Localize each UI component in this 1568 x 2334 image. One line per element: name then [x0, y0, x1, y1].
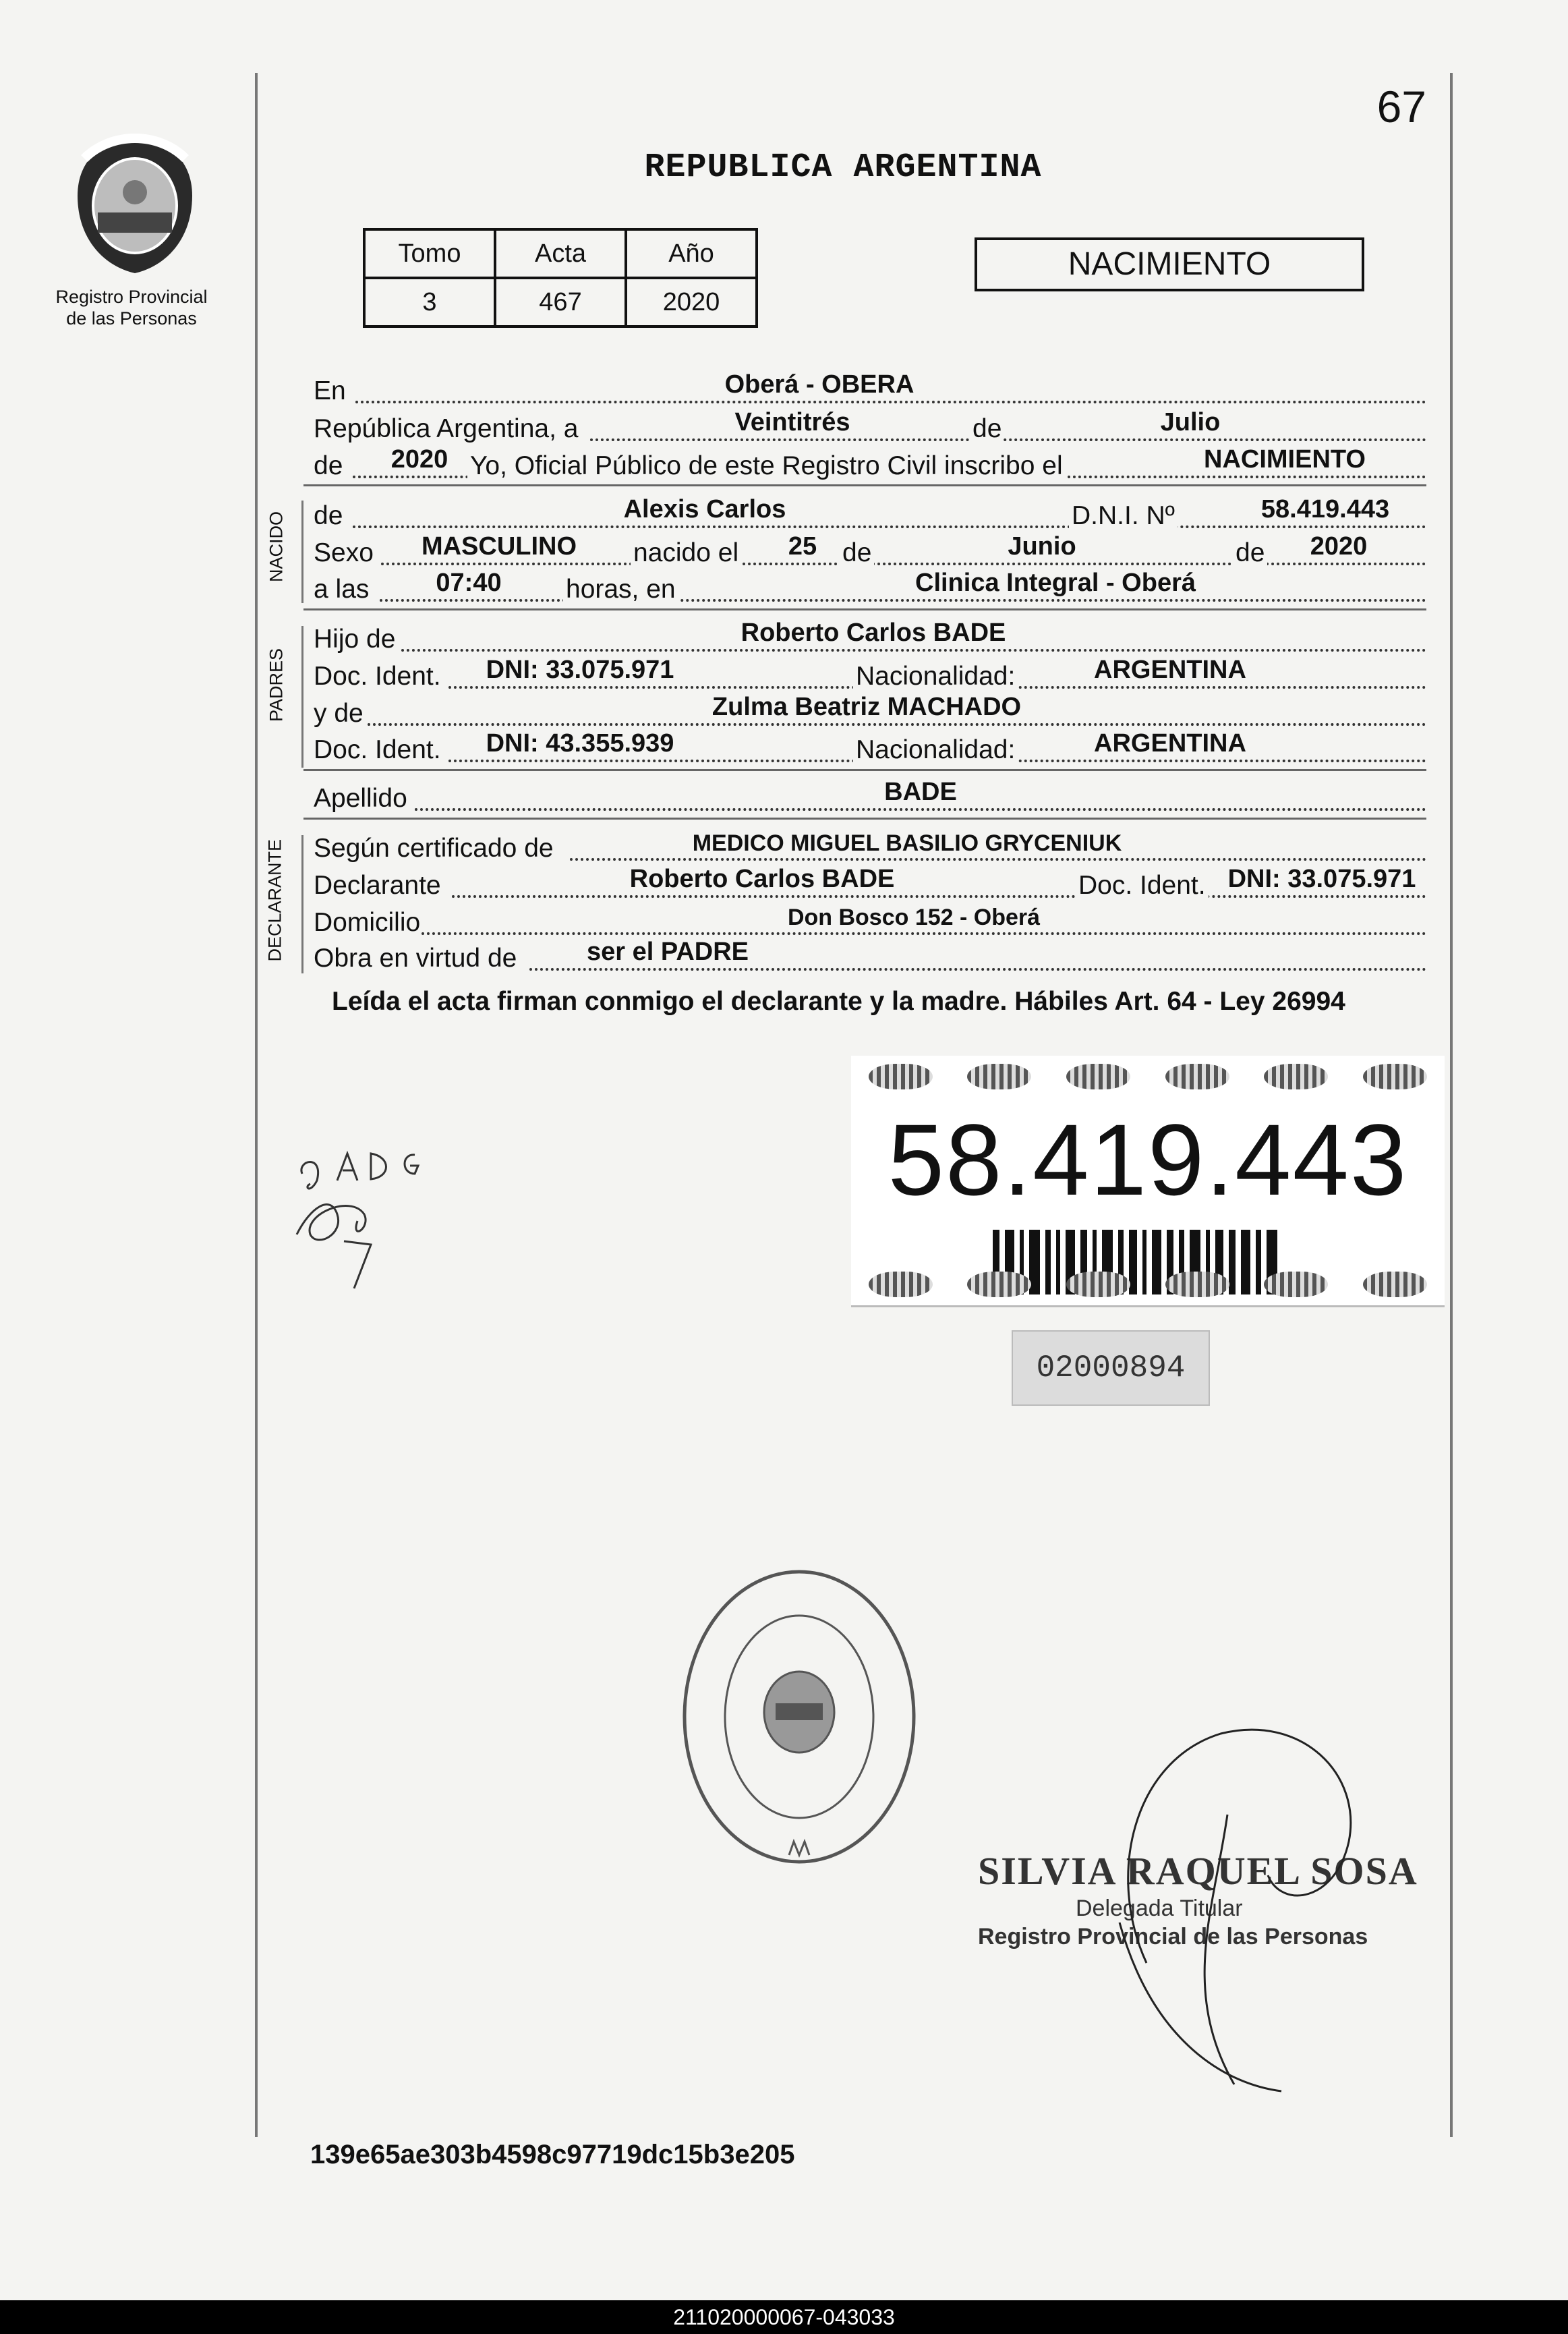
row-place [314, 372, 1426, 410]
row-obra [314, 940, 1426, 977]
father-name-value: Roberto Carlos BADE [741, 619, 1006, 647]
birth-month-value: Junio [1008, 532, 1076, 561]
acta-header: Acta [495, 229, 626, 278]
tomo-value: 3 [364, 278, 495, 326]
nacido-bracket [301, 501, 303, 603]
de-label: de [972, 414, 1002, 443]
birth-day-value: 25 [788, 532, 817, 561]
declarante-bracket [301, 835, 303, 973]
dotted-line [381, 563, 1426, 565]
row-date [314, 410, 1426, 448]
official-seal [671, 1558, 927, 1879]
sexo-label: Sexo [314, 538, 374, 567]
sticker-pattern-bottom [851, 1272, 1445, 1301]
record-table [363, 228, 758, 328]
year-value: 2020 [390, 445, 448, 474]
row-address [314, 904, 1426, 942]
dotted-line [401, 649, 1426, 652]
doc-ident-label-3: Doc. Ident. [1076, 871, 1209, 901]
obra-label: Obra en virtud de [314, 944, 517, 973]
record-table-header-row [364, 229, 757, 278]
row-mother [314, 695, 1426, 733]
mother-name-value: Zulma Beatriz MACHADO [712, 693, 1022, 721]
domicilio-label: Domicilio [314, 908, 421, 937]
dotted-line [355, 401, 1426, 403]
act-kind-value: NACIMIENTO [1204, 445, 1366, 474]
document-hash: 139e65ae303b4598c97719dc15b3e205 [310, 2140, 795, 2169]
dotted-line [380, 599, 1426, 602]
official-signature [1079, 1707, 1376, 2101]
obra-value: ser el PADRE [586, 938, 749, 966]
child-dni-value: 58.419.443 [1260, 495, 1390, 523]
padres-section-label: PADRES [266, 648, 287, 722]
official-name: SILVIA RAQUEL SOSA [978, 1849, 1418, 1893]
declarante-doc-value: DNI: 33.075.971 [1227, 865, 1416, 893]
dotted-line [353, 525, 1426, 528]
day-value: Veintitrés [734, 408, 850, 436]
dotted-line [529, 968, 1426, 971]
de-label-name: de [314, 501, 343, 530]
declarante-label: Declarante [314, 871, 441, 900]
row-oficial [314, 447, 1426, 485]
dotted-line [415, 808, 1426, 811]
sexo-value: MASCULINO [421, 532, 577, 561]
father-doc-value: DNI: 33.075.971 [486, 656, 674, 684]
nacionalidad-label-2: Nacionalidad: [853, 735, 1018, 765]
row-time-place [314, 571, 1426, 608]
record-table-value-row [364, 278, 757, 326]
left-border-line [255, 73, 258, 2137]
acta-value: 467 [495, 278, 626, 326]
official-role: Delegada Titular [1076, 1896, 1243, 1921]
mother-doc-value: DNI: 43.355.939 [486, 729, 674, 758]
a-las-label: a las [314, 575, 370, 604]
dotted-line [570, 858, 1426, 861]
address-value: Don Bosco 152 - Oberá [787, 905, 1041, 930]
birth-time-value: 07:40 [436, 569, 502, 597]
closing-statement: Leída el acta firman conmigo el declarante y la madre. Hábiles Art. 64 - Ley 26994 [332, 987, 1345, 1016]
child-name-value: Alexis Carlos [623, 495, 786, 523]
declarante-section-label: DECLARANTE [264, 838, 285, 962]
row-apellido [314, 780, 1426, 818]
dotted-line [368, 723, 1426, 726]
month-value: Julio [1160, 408, 1221, 436]
horas-label: horas, en [563, 575, 678, 604]
separator-line [303, 769, 1426, 771]
dotted-line [422, 932, 1426, 935]
row-certificate [314, 830, 1426, 867]
ano-header: Año [626, 229, 757, 278]
hijo-de-label: Hijo de [314, 625, 396, 654]
birth-place-value: Clinica Integral - Oberá [915, 569, 1196, 597]
birth-year-value: 2020 [1310, 532, 1368, 561]
separator-line [303, 608, 1426, 610]
sticker-pattern-top [851, 1064, 1445, 1093]
ano-value: 2020 [626, 278, 757, 326]
row-mother-doc [314, 731, 1426, 769]
place-value: Oberá - OBERA [724, 370, 914, 399]
nacionalidad-label: Nacionalidad: [853, 662, 1018, 691]
record-type-box: NACIMIENTO [975, 237, 1364, 291]
row-father [314, 621, 1426, 658]
footer-code-bar: 211020000067-043033 [0, 2300, 1568, 2334]
tomo-header: Tomo [364, 229, 495, 278]
dotted-line [590, 438, 1426, 441]
control-code-label: 02000894 [1012, 1330, 1210, 1406]
dotted-line [452, 895, 1426, 898]
official-office: Registro Provincial de las Personas [978, 1924, 1368, 1949]
doc-ident-label: Doc. Ident. [314, 662, 441, 691]
de-label-year: de [314, 451, 343, 480]
registry-label: Registro Provincial de las Personas [55, 287, 208, 329]
right-border-line [1450, 73, 1453, 2137]
row-name [314, 497, 1426, 535]
separator-line [303, 484, 1426, 486]
province-logo [64, 132, 206, 283]
certificado-label: Según certificado de [314, 834, 554, 863]
de-label-by: de [1233, 538, 1267, 568]
de-label-bd: de [840, 538, 874, 568]
y-de-label: y de [314, 699, 364, 728]
apellido-value: BADE [884, 778, 957, 806]
declarante-name-value: Roberto Carlos BADE [629, 865, 895, 893]
dni-label: D.N.I. Nº [1069, 501, 1178, 531]
page-number: 67 [1376, 82, 1426, 132]
republica-label: República Argentina, a [314, 414, 579, 443]
nacido-el-label: nacido el [631, 538, 741, 568]
declarant-signature [270, 1133, 445, 1299]
padres-bracket [301, 626, 303, 768]
apellido-label: Apellido [314, 784, 407, 813]
separator-line [303, 818, 1426, 820]
sticker-dni-number: 58.419.443 [888, 1103, 1408, 1216]
dni-barcode-sticker [851, 1056, 1445, 1307]
row-declarante [314, 867, 1426, 905]
document-title: REPUBLICA ARGENTINA [644, 148, 1042, 187]
en-label: En [314, 376, 346, 405]
certificate-value: MEDICO MIGUEL BASILIO GRYCENIUK [692, 830, 1122, 856]
father-nationality-value: ARGENTINA [1094, 656, 1246, 684]
row-sex-birth [314, 534, 1426, 572]
mother-nationality-value: ARGENTINA [1094, 729, 1246, 758]
doc-ident-label-2: Doc. Ident. [314, 735, 441, 764]
oficial-text: Yo, Oficial Público de este Registro Civil inscribo el [467, 451, 1066, 481]
row-father-doc [314, 658, 1426, 695]
nacido-section-label: NACIDO [266, 511, 287, 583]
